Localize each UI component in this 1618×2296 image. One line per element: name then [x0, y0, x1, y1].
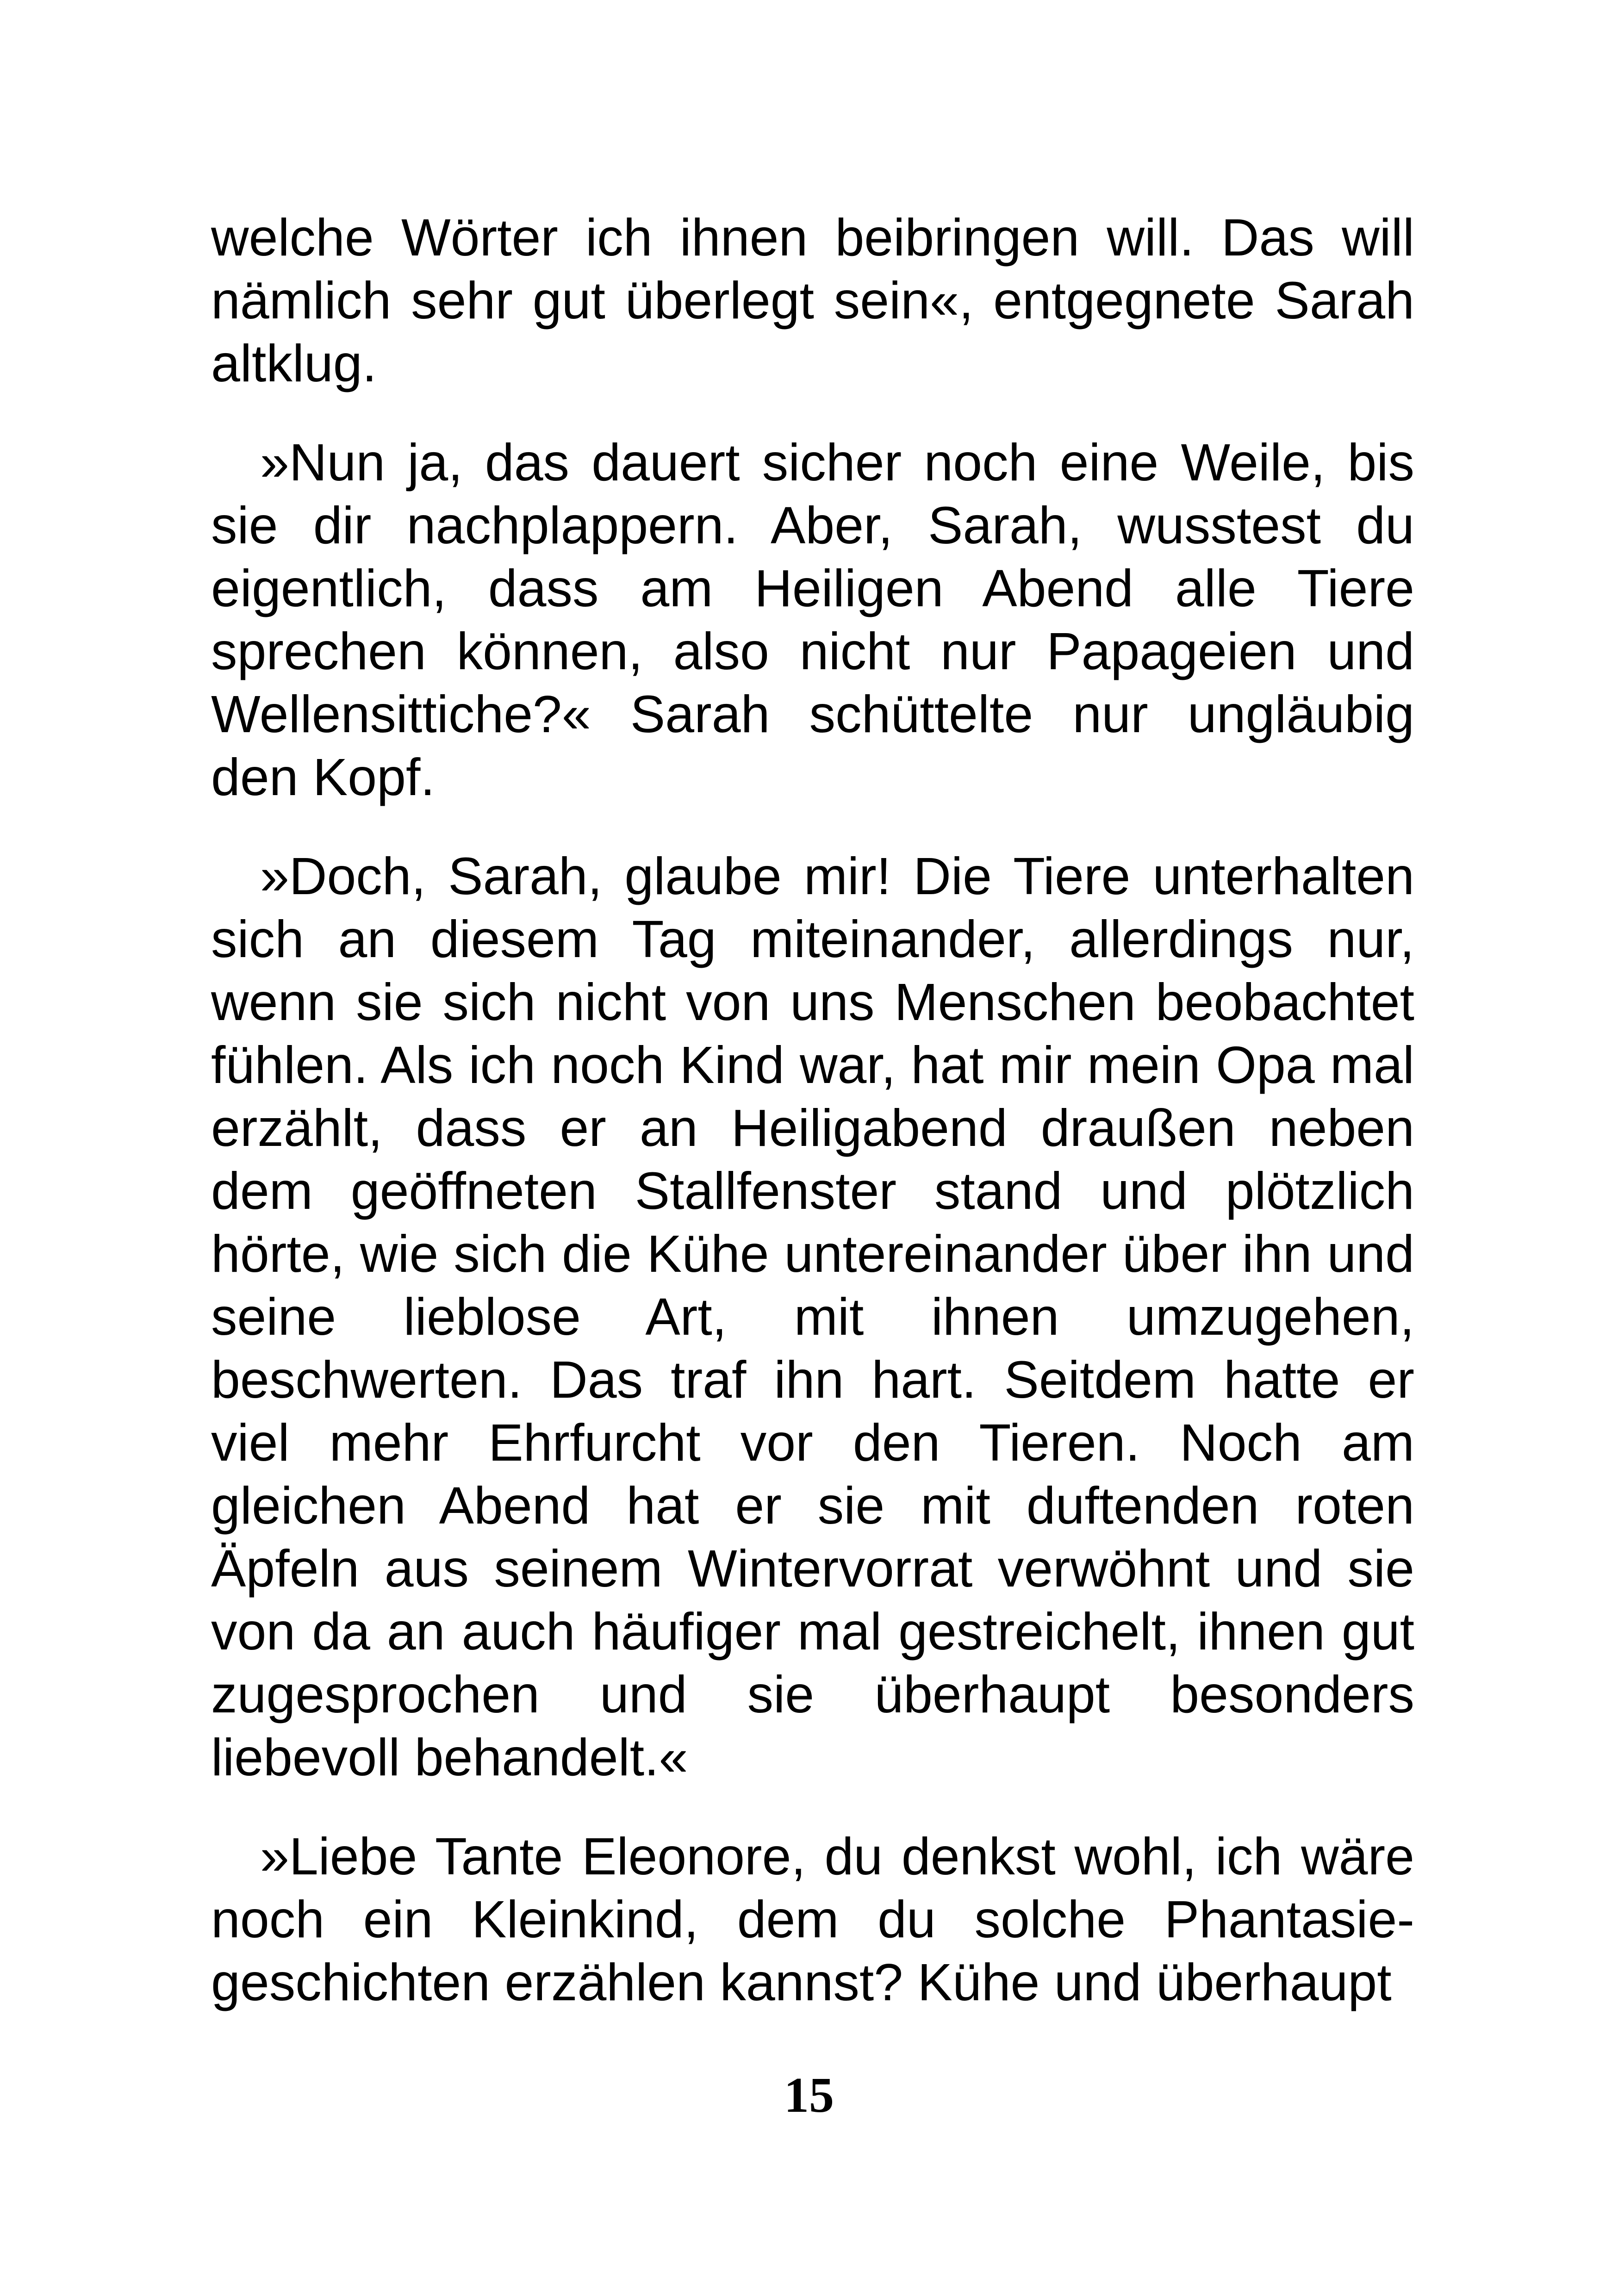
- paragraph-3: »Doch, Sarah, glaube mir! Die Tiere unterhalten sich an diesem Tag miteinander, allerdings nur, wenn sie sich nicht von uns Menschen beobachtet fühlen. Als ich noch Kind war, hat mir mein Opa mal erzählt, dass er an Heiligabend draußen neben dem geöffneten Stallfenster stand und plötzlich hörte, wie sich die Kühe untereinander über ihn und seine lieblose Art, mit ihnen umzugehen, beschwerten. Das traf ihn hart. Seitdem hatte er viel mehr Ehrfurcht vor den Tieren. Noch am gleichen Abend hat er sie mit duftenden roten Äpfeln aus seinem Wintervorrat verwöhnt und sie von da an auch häufiger mal gestreichelt, ihnen gut zugesprochen und sie überhaupt besonders liebevoll behandelt.«: [211, 847, 1414, 1786]
- body-text: [211, 206, 1414, 2050]
- paragraph-4: »Liebe Tante Eleonore, du denkst wohl, ich wäre noch ein Kleinkind, dem du solche Phantasiegeschichten erzählen kannst? Kühe und überhaupt: [211, 1827, 1414, 2011]
- page-number: 15: [784, 2068, 834, 2123]
- paragraph-2: »Nun ja, das dauert sicher noch eine Weile, bis sie dir nachplappern. Aber, Sarah, wusstest du eigentlich, dass am Heiligen Abend alle Tiere sprechen können, also nicht nur Papageien und Wellensittiche?« Sarah schüttelte nur ungläubig den Kopf.: [211, 433, 1414, 806]
- paragraph-1: welche Wörter ich ihnen beibringen will. Das will nämlich sehr gut überlegt sein«, entgegnete Sarah altklug.: [211, 208, 1414, 392]
